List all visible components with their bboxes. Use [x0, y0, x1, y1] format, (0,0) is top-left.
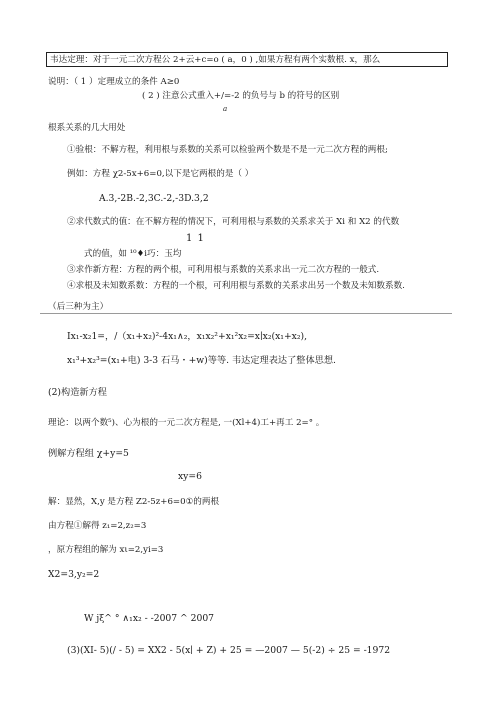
use-find-root-coefficient: ④求根及未知数系数：方程的一个根，可利用根与系数的关系求出另一个数及未知数系数. [67, 281, 405, 291]
note-denominator: a [223, 105, 228, 113]
theorem-statement: 韦达定理：对于一元二次方程公 2+云+c=o ( a，0 ) ,如果方程有两个实数根. ⅹ，那么 [50, 55, 381, 65]
example-question: 例如：方程 χ2-5x+6=0,以下是它两根的是（ ） [67, 169, 254, 179]
theory-statement: 理论：以两个数⁵)、心为根的一元二次方程是, 一(Xl+4)工+再工 2=° 。 [48, 418, 325, 428]
note-condition: 说明：（ 1 ）定理成立的条件 A≥0 [48, 77, 180, 87]
formula-evaluation: (3)(XI- 5)(/ - 5) = XX2 - 5(x∣ + Z) + 25 = —2007 — 5(-2) ÷ 25 = -1972 [67, 645, 391, 656]
formula-difference: Ix₁-x₂1=，/（x₁+x₂)²-4x₁∧₂，x₁x₂²+x₁²x₂=x∣x₂(x₁+x₂), [67, 331, 308, 342]
example-system-eq1: 例解方程组 χ+y=5 [48, 448, 129, 459]
subsection-heading: (2)构造新方程 [48, 387, 107, 398]
emphasis-note: （后三种为主） [48, 302, 109, 312]
expression-example: 式的值，如 ¹⁰♦ⅰ巧：玉均 [84, 249, 182, 259]
formula-cubes: x₁³+x₂³=(x₁+电) 3-3 石马・+w)等等. 韦达定理表达了整体思想. [67, 355, 336, 366]
use-evaluate-expression: ②求代数式的值：在不解方程的情况下，可利用根与系数的关系求关于 Xi 和 X2 的代数 [67, 217, 400, 227]
use-verify-roots: ①验根：不解方程，利用根与系数的关系可以检验两个数是不是一元二次方程的两根; [67, 145, 388, 155]
use-construct-equation: ③求作新方程：方程的两个根，可利用根与系数的关系求出一元二次方程的一般式. [67, 265, 380, 275]
solution-step2: 由方程①解得 z₁=2,z₂=3 [48, 521, 147, 531]
section-heading: 根系关系的几大用处 [48, 123, 126, 133]
note-sign: ( 2 ) 注意公式重入+/=-2 的负号与 b 的符号的区别 [142, 91, 340, 101]
solution-step1: 解：显然，X,y 是方程 Z2-5z+6=0①的两根 [48, 497, 220, 507]
example-options: A.3,-2B.-2,3C.-2,-3D.3,2 [99, 193, 209, 204]
solution-step3: ，原方程组的解为 xι=2,yⅰ=3 [48, 545, 164, 555]
section-divider [40, 313, 452, 314]
example-system-eq2: xy=6 [178, 471, 202, 482]
fraction-numerators: 1 1 [186, 233, 205, 244]
solution-step4: X2=3,y₂=2 [48, 569, 100, 580]
formula-product: W jξ^ ° ∧₁x₂ - -2007 ^ 2007 [84, 613, 215, 624]
